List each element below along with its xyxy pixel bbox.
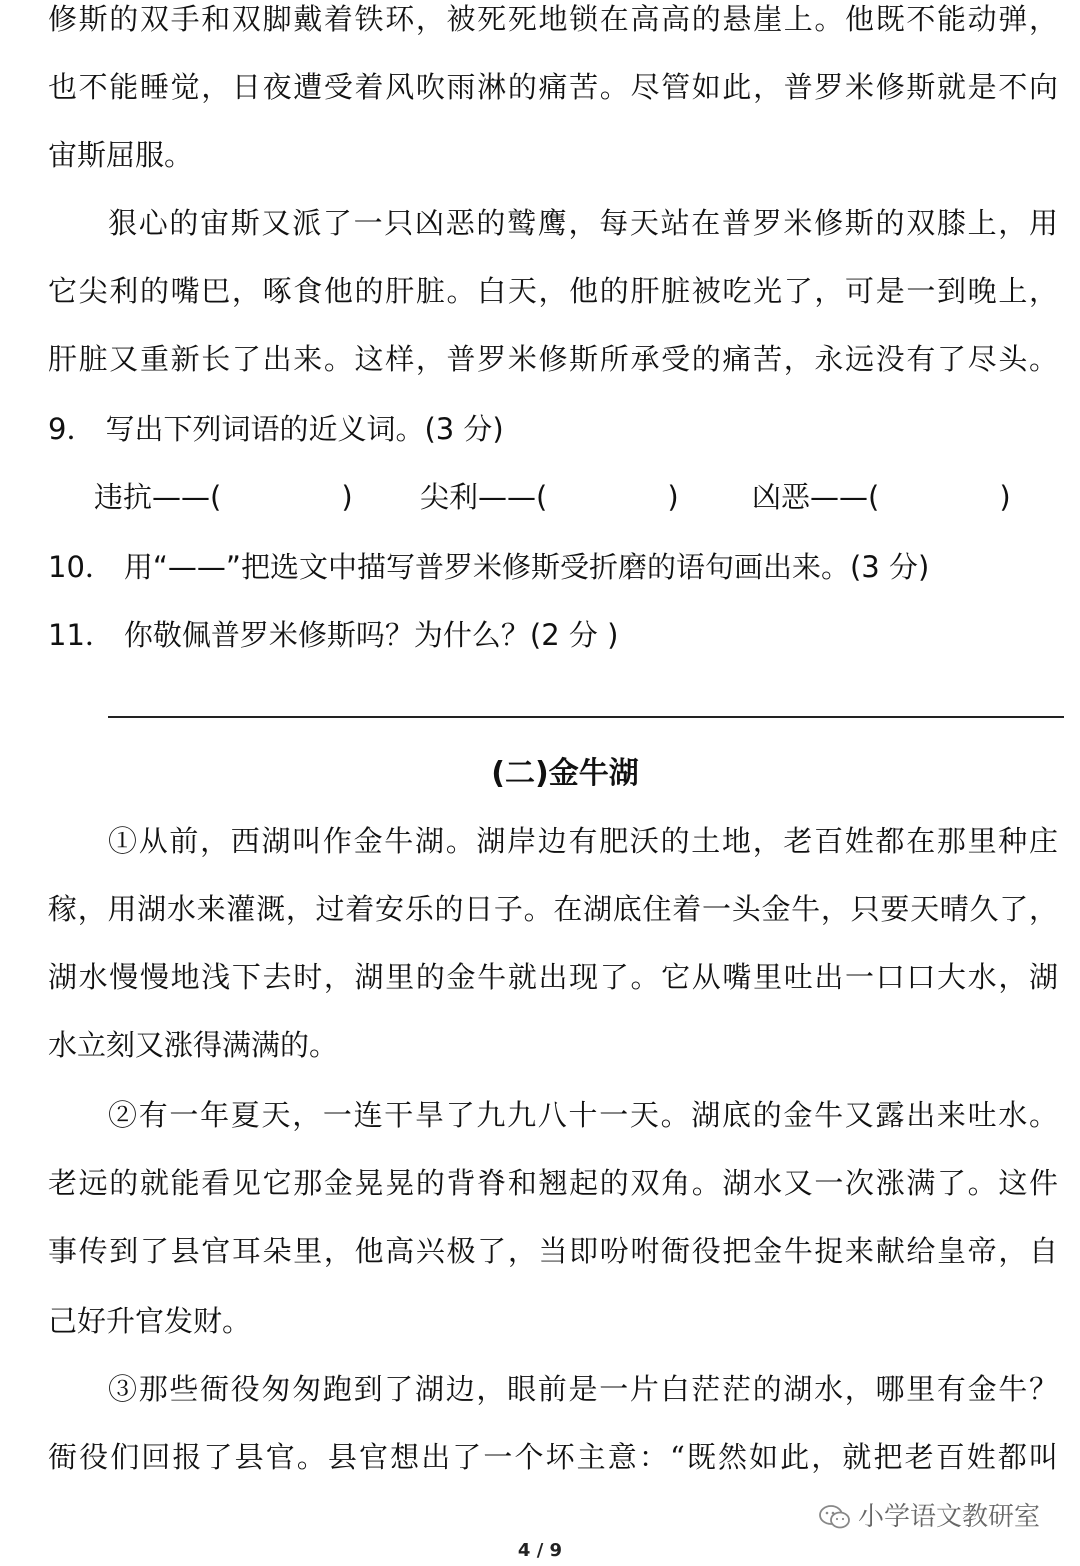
page-number: 4 / 9 [517,1540,563,1561]
passage-line-3: 宙斯屈服。 [48,138,194,172]
watermark [818,1500,1040,1534]
question-text: 写出下列词语的近义词。(3 分) [105,412,504,446]
synonym-item-1[interactable]: 违抗——( ) [94,480,353,514]
question-number: 11． [48,618,114,652]
question-text: 你敬佩普罗米修斯吗？为什么？(2 分 ) [123,618,619,652]
question-9 [48,412,504,446]
section-line-5: ②有一年夏天，一连干旱了九九八十一天。湖底的金牛又露出来吐水。 [108,1098,1058,1132]
synonym-item-3[interactable]: 凶恶——( ) [752,480,1011,514]
section-line-6: 老远的就能看见它那金晃晃的背脊和翘起的双角。湖水又一次涨满了。这件 [48,1166,1058,1200]
watermark-text: 小学语文教研室 [858,1502,1041,1532]
section-title: (二)金牛湖 [491,756,639,791]
question-number: 10． [48,550,114,584]
passage-line-5: 它尖利的嘴巴，啄食他的肝脏。白天，他的肝脏被吃光了，可是一到晚上， [48,274,1058,308]
question-10 [48,550,929,584]
synonym-item-2[interactable]: 尖利——( ) [420,480,679,514]
section-line-7: 事传到了县官耳朵里，他高兴极了，当即吩咐衙役把金牛捉来献给皇帝，自 [48,1234,1058,1268]
passage-line-4: 狠心的宙斯又派了一只凶恶的鹫鹰，每天站在普罗米修斯的双膝上，用 [108,206,1058,240]
section-line-8: 己好升官发财。 [48,1304,252,1338]
answer-line[interactable] [108,716,1064,718]
question-11 [48,618,618,652]
passage-line-6: 肝脏又重新长了出来。这样，普罗米修斯所承受的痛苦，永远没有了尽头。 [48,342,1058,376]
passage-line-2: 也不能睡觉，日夜遭受着风吹雨淋的痛苦。尽管如此，普罗米修斯就是不向 [48,70,1058,104]
passage-line-1: 修斯的双手和双脚戴着铁环，被死死地锁在高高的悬崖上。他既不能动弹， [48,2,1058,36]
section-line-2: 稼，用湖水来灌溉，过着安乐的日子。在湖底住着一头金牛，只要天晴久了， [48,892,1058,926]
question-number: 9． [48,412,96,446]
wechat-icon [818,1504,852,1530]
section-line-9: ③那些衙役匆匆跑到了湖边，眼前是一片白茫茫的湖水，哪里有金牛？ [108,1372,1058,1406]
section-line-3: 湖水慢慢地浅下去时，湖里的金牛就出现了。它从嘴里吐出一口口大水，湖 [48,960,1058,994]
section-line-1: ①从前，西湖叫作金牛湖。湖岸边有肥沃的土地，老百姓都在那里种庄 [108,824,1058,858]
section-line-4: 水立刻又涨得满满的。 [48,1028,339,1062]
section-line-10: 衙役们回报了县官。县官想出了一个坏主意：“既然如此，就把老百姓都叫 [48,1440,1058,1474]
question-text: 用“——”把选文中描写普罗米修斯受折磨的语句画出来。(3 分) [123,550,930,584]
